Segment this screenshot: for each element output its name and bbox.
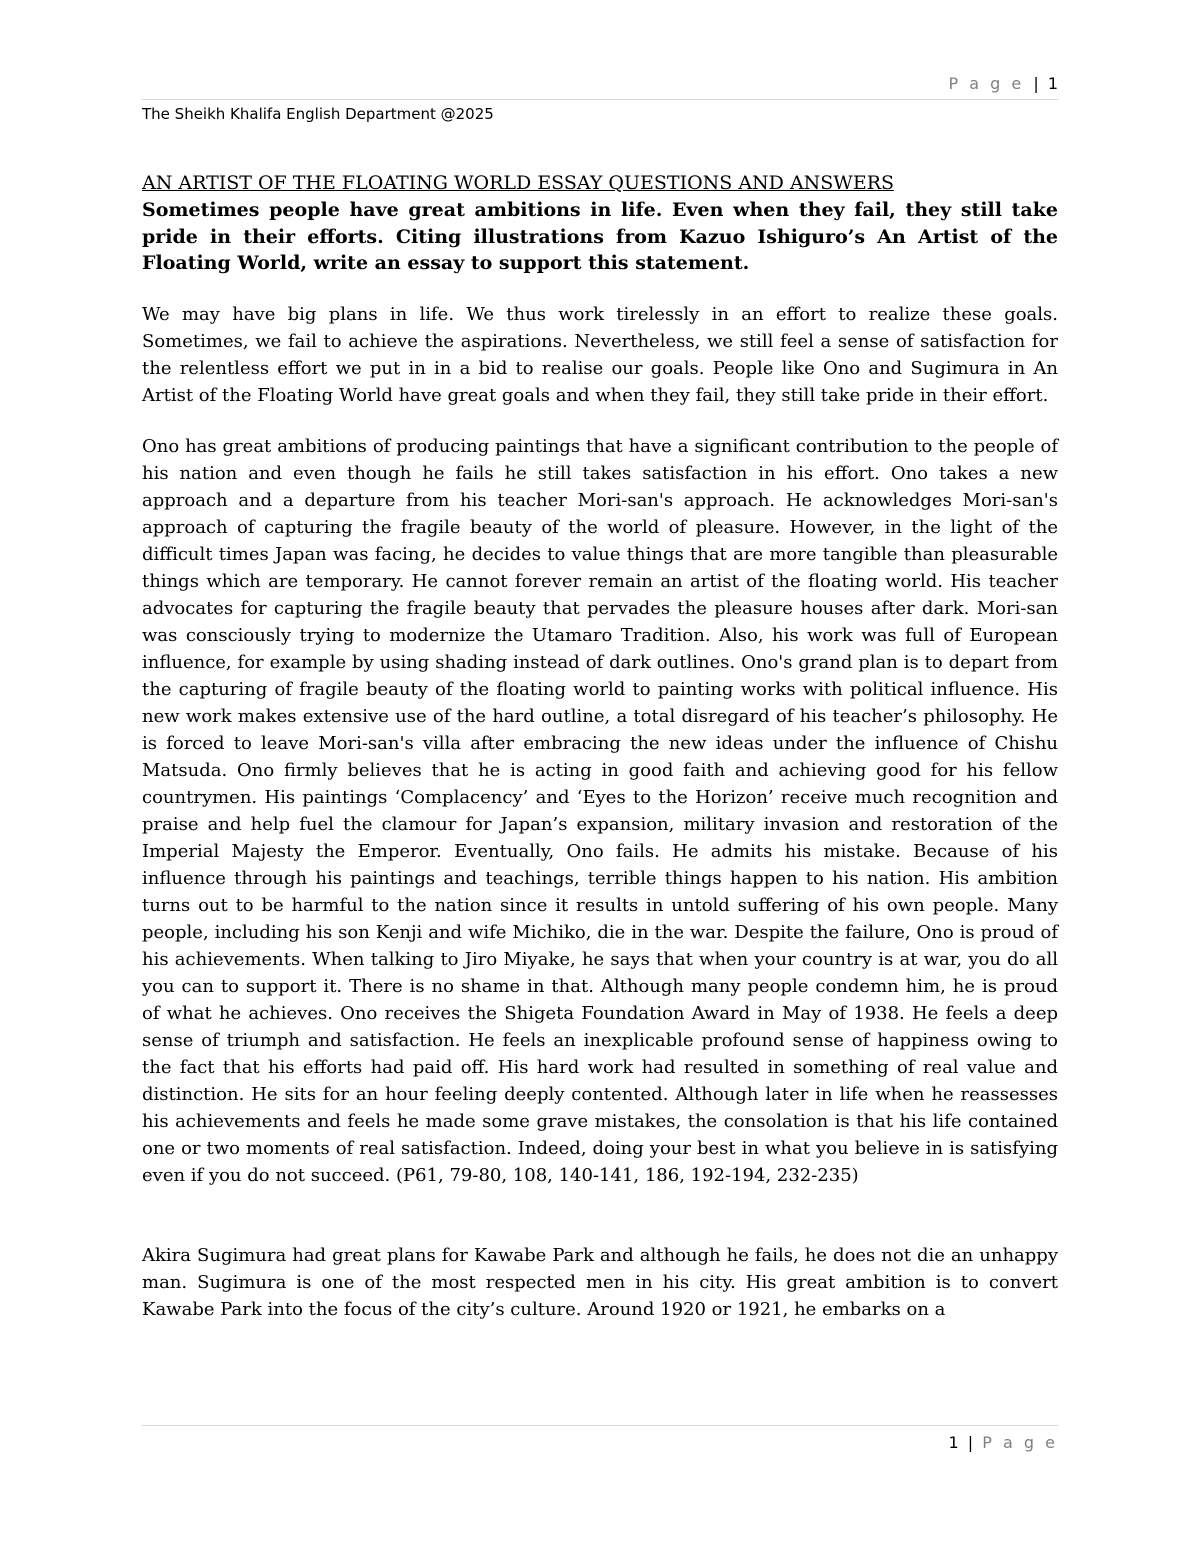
paragraph-sugimura: Akira Sugimura had great plans for Kawabe Park and although he fails, he does not die an unhappy man. Sugimura is one of the most respected men in his city. His great ambition is to convert Kawabe Park into the focus of the city’s culture. Around 1920 or 1921, he embarks on a (142, 1244, 1058, 1320)
footer-page-number (949, 1433, 1058, 1452)
footer-divider (142, 1425, 1058, 1426)
essay-question: Sometimes people have great ambitions in life. Even when they fail, they still take pride in their efforts. Citing illustrations from Kazuo Ishiguro’s An Artist of the Floating World, write an essay to support this statement. (142, 199, 1058, 275)
footer-page-digit: 1 (948, 1433, 959, 1452)
header-department: The Sheikh Khalifa English Department @2025 (142, 105, 494, 123)
footer-separator: | (967, 1433, 974, 1452)
header-page-word: P a g e (948, 74, 1025, 93)
header-divider (142, 99, 1058, 100)
document-title: AN ARTIST OF THE FLOATING WORLD ESSAY QUESTIONS AND ANSWERS (142, 172, 895, 194)
paragraph-intro: We may have big plans in life. We thus work tirelessly in an effort to realize these goals. Sometimes, we fail to achieve the aspirations. Nevertheless, we still feel a sense of satisfaction for the relentless effort we put in in a bid to realise our goals. People like Ono and Sugimura in An Artist of the Floating World have great goals and when they fail, they still take pride in their effort. (142, 303, 1058, 406)
footer-page-word: P a g e (982, 1433, 1058, 1452)
header-separator: | (1033, 74, 1039, 93)
paragraph-ono: Ono has great ambitions of producing paintings that have a significant contribution to the people of his nation and even though he fails he still takes satisfaction in his effort. Ono takes a new approach and a departure from his teacher Mori-san's approach. He acknowledges Mori-san's approach of capturing the fragile beauty of the world of pleasure. However, in the light of the difficult times Japan was facing, he decides to value things that are more tangible than pleasurable things which are temporary. He cannot forever remain an artist of the floating world. His teacher advocates for capturing the fragile beauty that pervades the pleasure houses after dark. Mori-san was consciously trying to modernize the Utamaro Tradition. Also, his work was full of European influence, for example by using shading instead of dark outlines. Ono's grand plan is to depart from the capturing of fragile beauty of the floating world to painting works with political influence. His new work makes extensive use of the hard outline, a total disregard of his teacher’s philosophy. He is forced to leave Mori-san's villa after embracing the new ideas under the influence of Chishu Matsuda. Ono firmly believes that he is acting in good faith and achieving good for his fellow countrymen. His paintings ‘Complacency’ and ‘Eyes to the Horizon’ receive much recognition and praise and help fuel the clamour for Japan’s expansion, military invasion and restoration of the Imperial Majesty the Emperor. Eventually, Ono fails. He admits his mistake. Because of his influence through his paintings and teachings, terrible things happen to his nation. His ambition turns out to be harmful to the nation since it results in untold suffering of his own people. Many people, including his son Kenji and wife Michiko, die in the war. Despite the failure, Ono is proud of his achievements. When talking to Jiro Miyake, he says that when your country is at war, you do all you can to support it. There is no shame in that. Although many people condemn him, he is proud of what he achieves. Ono receives the Shigeta Foundation Award in May of 1938. He feels a deep sense of triumph and satisfaction. He feels an inexplicable profound sense of happiness owing to the fact that his efforts had paid off. His hard work had resulted in something of real value and distinction. He sits for an hour feeling deeply contented. Although later in life when he reassesses his achievements and feels he made some grave mistakes, the consolation is that his life contained one or two moments of real satisfaction. Indeed, doing your best in what you believe in is satisfying even if you do not succeed. (P61, 79-80, 108, 140-141, 186, 192-194, 232-235) (142, 435, 1058, 1186)
header-page-number (949, 74, 1058, 93)
header-page-digit: 1 (1047, 74, 1058, 93)
document-body (142, 170, 1058, 1323)
